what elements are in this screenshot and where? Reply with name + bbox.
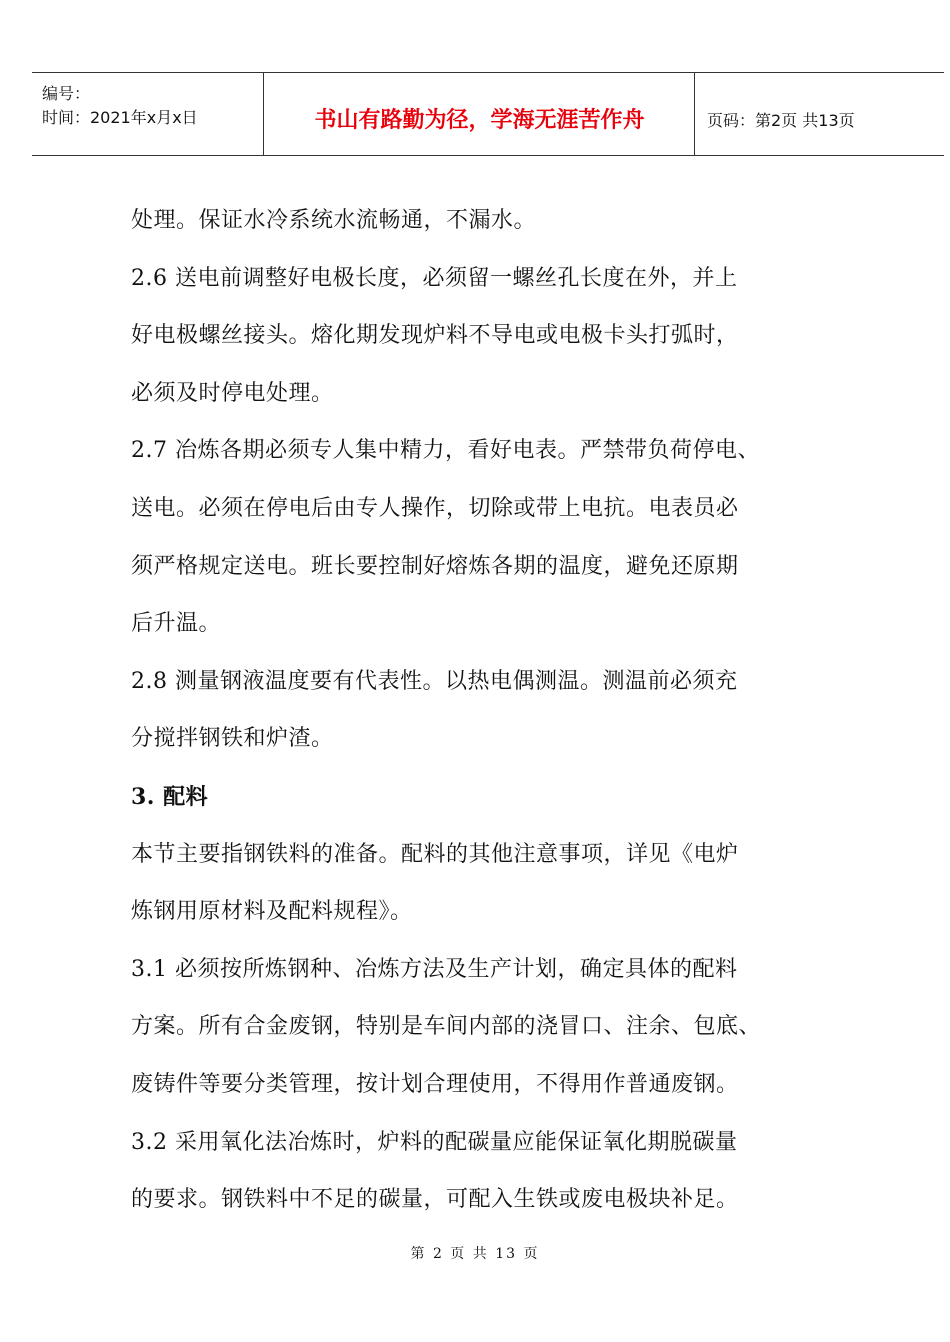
body-text-line: 送电。必须在停电后由专人操作，切除或带上电抗。电表员必	[131, 496, 739, 521]
header-page-info: 页码：第2页 共13页	[707, 111, 855, 130]
body-text-line: 2.7 冶炼各期必须专人集中精力，看好电表。严禁带负荷停电、	[131, 438, 760, 464]
body-text-line: 3.1 必须按所炼钢种、冶炼方法及生产计划，确定具体的配料	[131, 956, 738, 982]
body-text-line: 后升温。	[131, 611, 222, 637]
body-text-line: 2.8 测量钢液温度要有代表性。以热电偶测温。测温前必须充	[131, 668, 738, 694]
body-text-line: 3.2 采用氧化法冶炼时，炉料的配碳量应能保证氧化期脱碳量	[131, 1129, 738, 1155]
header-page-cell	[695, 73, 944, 155]
header-motto-cell	[264, 73, 695, 155]
section-heading: 3. 配料	[131, 784, 209, 810]
body-text-line: 本节主要指钢铁料的准备。配料的其他注意事项，详见《电炉	[131, 841, 739, 867]
body-text-line: 2.6 送电前调整好电极长度，必须留一螺丝孔长度在外，并上	[131, 265, 738, 291]
body-text-line: 好电极螺丝接头。熔化期发现炉料不导电或电极卡头打弧时，	[131, 323, 739, 349]
body-text-line: 炼钢用原材料及配料规程》。	[131, 899, 413, 925]
body-text-line: 分搅拌钢铁和炉渣。	[131, 726, 334, 752]
page-footer: 第 2 页 共 13 页	[410, 1246, 540, 1262]
header-meta-cell	[32, 73, 264, 155]
page-header	[32, 72, 944, 156]
body-text-line: 废铸件等要分类管理，按计划合理使用，不得用作普通废钢。	[131, 1072, 739, 1097]
document-time-label: 时间：2021年x月x日	[42, 108, 198, 127]
body-text-line: 须严格规定送电。班长要控制好熔炼各期的温度，避免还原期	[131, 553, 739, 579]
body-text-line: 的要求。钢铁料中不足的碳量，可配入生铁或废电极块补足。	[131, 1187, 739, 1213]
document-number-label: 编号：	[42, 84, 91, 103]
body-text-line: 处理。保证水冷系统水流畅通，不漏水。	[131, 208, 537, 233]
body-text-line: 必须及时停电处理。	[131, 380, 334, 406]
header-motto: 书山有路勤为径，学海无涯苦作舟	[314, 108, 645, 133]
body-text-line: 方案。所有合金废钢，特别是车间内部的浇冒口、注余、包底、	[131, 1014, 762, 1040]
